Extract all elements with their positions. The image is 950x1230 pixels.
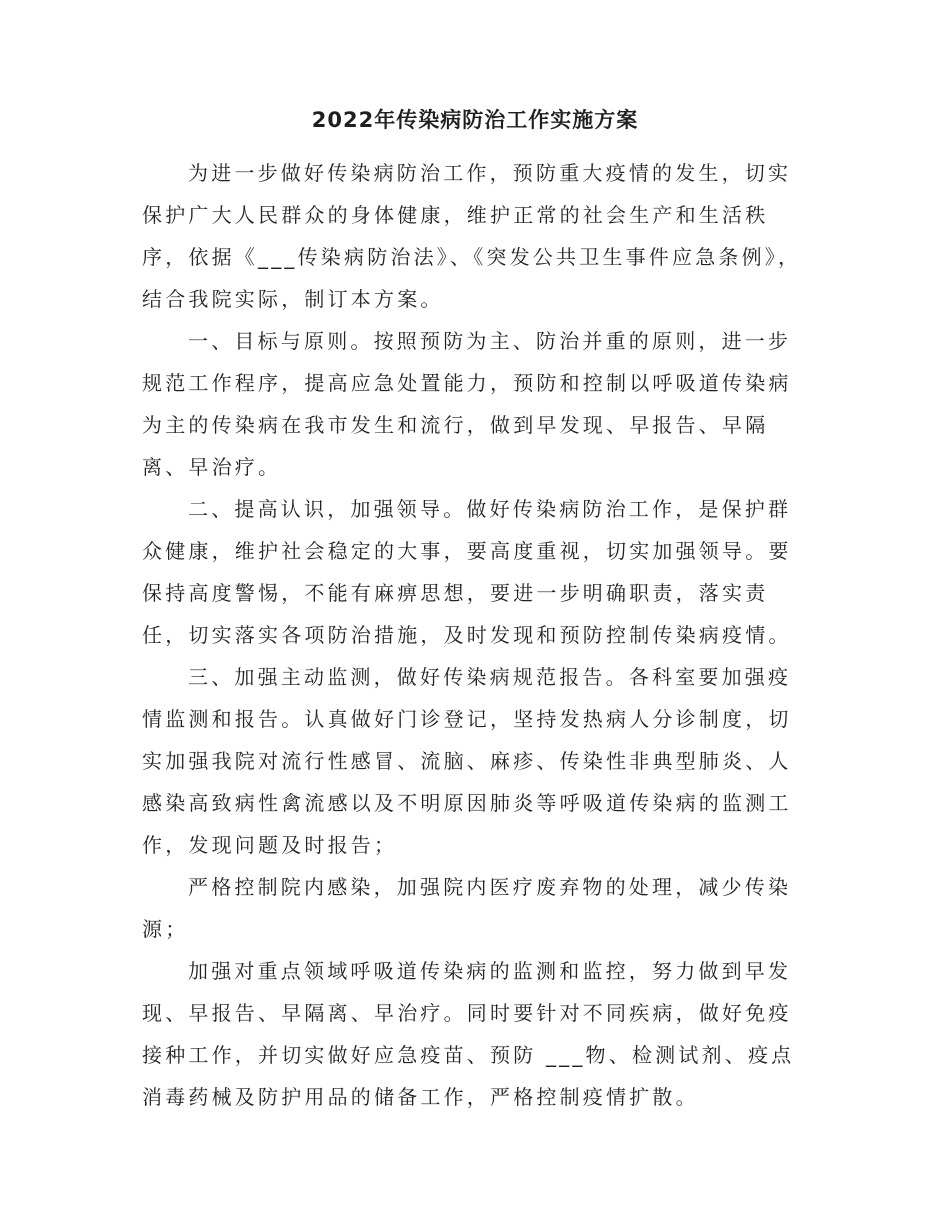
paragraph-monitoring: 加强对重点领域呼吸道传染病的监测和监控，努力做到早发现、早报告、早隔离、早治疗。同时要针对不同疾病，做好免疫接种工作，并切实做好应急疫苗、预防 ___物、检测试剂、疫点消毒药械及防护用品的储备工作，严格控制疫情扩散。	[142, 959, 795, 1109]
document-body	[142, 152, 814, 1118]
paragraph-intro: 为进一步做好传染病防治工作，预防重大疫情的发生，切实保护广大人民群众的身体健康，维护正常的社会生产和生活秩序，依据《___传染病防治法》、《突发公共卫生事件应急条例》，结合我院实际，制订本方案。	[142, 161, 802, 311]
paragraph-section-3: 三、加强主动监测，做好传染病规范报告。各科室要加强疫情监测和报告。认真做好门诊登记，坚持发热病人分诊制度，切实加强我院对流行性感冒、流脑、麻疹、传染性非典型肺炎、人感染高致病性禽流感以及不明原因肺炎等呼吸道传染病的监测工作，发现问题及时报告；	[142, 665, 792, 857]
paragraph-section-1: 一、目标与原则。按照预防为主、防治并重的原则，进一步规范工作程序，提高应急处置能力，预防和控制以呼吸道传染病为主的传染病在我市发生和流行，做到早发现、早报告、早隔离、早治疗。	[142, 329, 792, 479]
paragraph-section-2: 二、提高认识，加强领导。做好传染病防治工作，是保护群众健康，维护社会稳定的大事，要高度重视，切实加强领导。要保持高度警惕，不能有麻痹思想，要进一步明确职责，落实责任，切实落实各项防治措施，及时发现和预防控制传染病疫情。	[142, 497, 792, 647]
paragraph-infection-control: 严格控制院内感染，加强院内医疗废弃物的处理，减少传染源；	[142, 875, 792, 941]
document-title: 2022年传染病防治工作实施方案	[311, 108, 639, 132]
